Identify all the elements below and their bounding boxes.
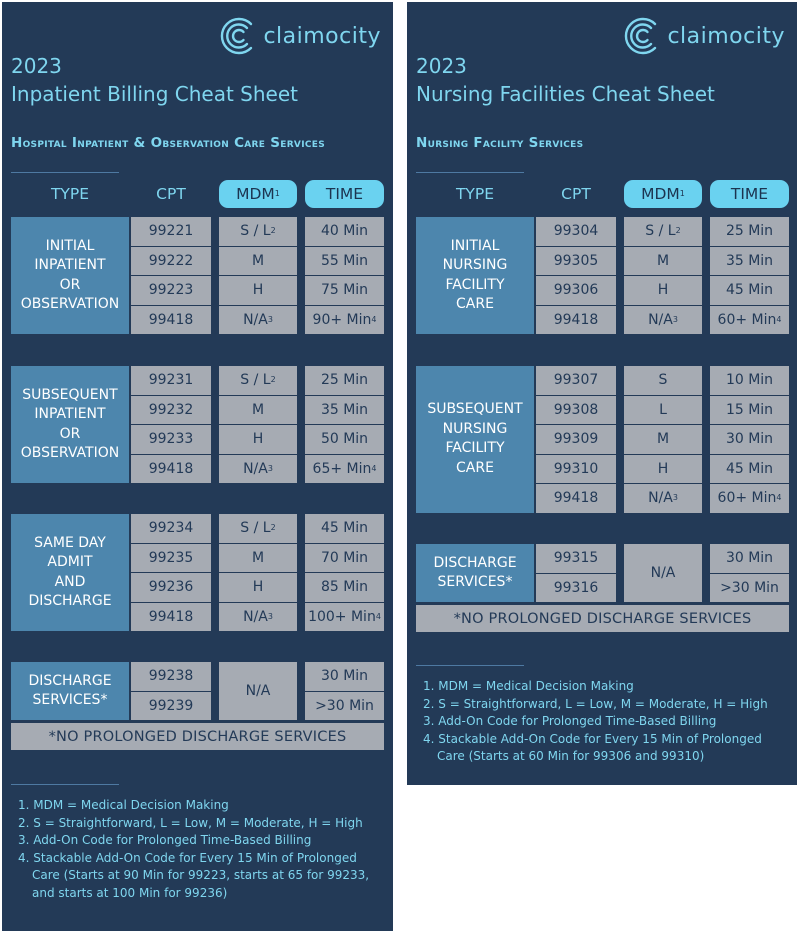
- footnote-item: 4. Stackable Add-On Code for Every 15 Min of Prolonged Care (Starts at 90 Min for 99223, starts at 65 for 99233, and starts at 100 Min for 99236): [18, 850, 370, 900]
- cpt-cell: 99223: [131, 276, 211, 305]
- mdm-cell: H: [219, 425, 297, 454]
- mdm-cell: S: [624, 366, 702, 395]
- time-cell: 30 Min: [710, 544, 789, 573]
- time-cell: 25 Min: [710, 217, 789, 246]
- no-prolonged-note: *NO PROLONGED DISCHARGE SERVICES: [11, 723, 384, 750]
- mdm-cell: M: [219, 544, 297, 573]
- cpt-cell: 99418: [131, 603, 211, 632]
- time-cell: 15 Min: [710, 396, 789, 425]
- footnotes: [18, 797, 383, 902]
- mdm-cell: M: [219, 396, 297, 425]
- cpt-cell: 99304: [536, 217, 616, 246]
- type-cell: INITIAL INPATIENT OR OBSERVATION: [11, 217, 129, 334]
- divider: [416, 665, 524, 666]
- cpt-cell: 99236: [131, 573, 211, 602]
- mdm-cell: N/A 3: [219, 455, 297, 484]
- time-cell: 45 Min: [710, 276, 789, 305]
- time-cell: 70 Min: [305, 544, 384, 573]
- time-cell: 100+ Min 4: [305, 603, 384, 632]
- nursing-panel: [407, 2, 797, 785]
- cpt-cell: 99238: [131, 662, 211, 691]
- page-title: Nursing Facilities Cheat Sheet: [416, 82, 715, 106]
- footnote-item: 1. MDM = Medical Decision Making: [18, 798, 229, 812]
- header-mdm: MDM 1: [219, 180, 297, 208]
- cpt-cell: 99235: [131, 544, 211, 573]
- type-cell-discharge: DISCHARGE SERVICES*: [416, 544, 534, 602]
- cpt-cell: 99305: [536, 247, 616, 276]
- cpt-cell: 99309: [536, 425, 616, 454]
- mdm-cell: M: [624, 425, 702, 454]
- type-cell: SUBSEQUENT NURSING FACILITY CARE: [416, 366, 534, 513]
- year: 2023: [11, 54, 62, 78]
- footnote-item: 2. S = Straightforward, L = Low, M = Moderate, H = High: [423, 696, 768, 711]
- cpt-cell: 99231: [131, 366, 211, 395]
- divider: [11, 784, 119, 785]
- time-cell: 10 Min: [710, 366, 789, 395]
- mdm-cell: N/A 3: [624, 306, 702, 335]
- section-subtitle: Hospital Inpatient & Observation Care Services: [11, 135, 325, 151]
- footnote-item: 3. Add-On Code for Prolonged Time-Based Billing: [423, 714, 717, 728]
- divider: [416, 172, 524, 173]
- year: 2023: [416, 54, 467, 78]
- mdm-cell: H: [624, 276, 702, 305]
- time-cell: 50 Min: [305, 425, 384, 454]
- time-cell: 60+ Min 4: [710, 306, 789, 335]
- time-cell: 35 Min: [710, 247, 789, 276]
- cpt-cell: 99418: [131, 306, 211, 335]
- time-cell: >30 Min: [710, 574, 789, 603]
- header-time: TIME: [305, 180, 384, 208]
- page-title: Inpatient Billing Cheat Sheet: [11, 82, 299, 106]
- mdm-cell: N/A: [624, 544, 702, 602]
- time-cell: 75 Min: [305, 276, 384, 305]
- cpt-cell: 99310: [536, 455, 616, 484]
- cpt-cell: 99315: [536, 544, 616, 573]
- mdm-cell: N/A 3: [219, 603, 297, 632]
- mdm-cell: S / L 2: [219, 217, 297, 246]
- mdm-cell: H: [624, 455, 702, 484]
- claimocity-logo-icon: [219, 16, 259, 56]
- claimocity-logo-icon: [623, 16, 663, 56]
- cpt-cell: 99307: [536, 366, 616, 395]
- mdm-cell: S / L 2: [219, 514, 297, 543]
- time-cell: 35 Min: [305, 396, 384, 425]
- cpt-cell: 99233: [131, 425, 211, 454]
- header-cpt: CPT: [156, 185, 186, 203]
- mdm-cell: N/A 3: [624, 484, 702, 513]
- divider: [11, 172, 119, 173]
- inpatient-panel: [2, 2, 393, 931]
- footnotes: [423, 678, 788, 766]
- header-mdm: MDM 1: [624, 180, 702, 208]
- time-cell: 30 Min: [305, 662, 384, 691]
- brand-name: claimocity: [667, 23, 785, 49]
- mdm-cell: H: [219, 276, 297, 305]
- time-cell: 60+ Min 4: [710, 484, 789, 513]
- time-cell: 45 Min: [710, 455, 789, 484]
- header-type: TYPE: [50, 185, 90, 203]
- cpt-cell: 99232: [131, 396, 211, 425]
- brand-name: claimocity: [263, 23, 381, 49]
- time-cell: 40 Min: [305, 217, 384, 246]
- type-cell: SAME DAY ADMIT AND DISCHARGE: [11, 514, 129, 631]
- mdm-cell: N/A: [219, 662, 297, 720]
- cpt-cell: 99222: [131, 247, 211, 276]
- brand-logo: [219, 16, 381, 56]
- cpt-cell: 99239: [131, 692, 211, 721]
- time-cell: 30 Min: [710, 425, 789, 454]
- time-cell: 85 Min: [305, 573, 384, 602]
- section-subtitle: Nursing Facility Services: [416, 135, 584, 151]
- cpt-cell: 99418: [131, 455, 211, 484]
- time-cell: >30 Min: [305, 692, 384, 721]
- header-time: TIME: [710, 180, 789, 208]
- footnote-item: 2. S = Straightforward, L = Low, M = Moderate, H = High: [18, 815, 363, 830]
- cpt-cell: 99234: [131, 514, 211, 543]
- footnote-item: 4. Stackable Add-On Code for Every 15 Min of Prolonged Care (Starts at 60 Min for 99306 and 99310): [423, 731, 762, 763]
- brand-logo: [623, 16, 785, 56]
- type-cell: SUBSEQUENT INPATIENT OR OBSERVATION: [11, 366, 129, 483]
- mdm-cell: L: [624, 396, 702, 425]
- mdm-cell: S / L 2: [624, 217, 702, 246]
- cpt-cell: 99308: [536, 396, 616, 425]
- cpt-cell: 99306: [536, 276, 616, 305]
- mdm-cell: H: [219, 573, 297, 602]
- cpt-cell: 99221: [131, 217, 211, 246]
- cpt-cell: 99316: [536, 574, 616, 603]
- time-cell: 65+ Min 4: [305, 455, 384, 484]
- mdm-cell: S / L 2: [219, 366, 297, 395]
- type-cell: INITIAL NURSING FACILITY CARE: [416, 217, 534, 334]
- mdm-cell: M: [624, 247, 702, 276]
- footnote-item: 3. Add-On Code for Prolonged Time-Based Billing: [18, 833, 312, 847]
- cpt-cell: 99418: [536, 484, 616, 513]
- footnote-item: 1. MDM = Medical Decision Making: [423, 679, 634, 693]
- time-cell: 25 Min: [305, 366, 384, 395]
- header-type: TYPE: [455, 185, 495, 203]
- type-cell-discharge: DISCHARGE SERVICES*: [11, 662, 129, 720]
- time-cell: 55 Min: [305, 247, 384, 276]
- mdm-cell: N/A 3: [219, 306, 297, 335]
- header-cpt: CPT: [561, 185, 591, 203]
- cpt-cell: 99418: [536, 306, 616, 335]
- time-cell: 90+ Min 4: [305, 306, 384, 335]
- time-cell: 45 Min: [305, 514, 384, 543]
- no-prolonged-note: *NO PROLONGED DISCHARGE SERVICES: [416, 605, 789, 632]
- mdm-cell: M: [219, 247, 297, 276]
